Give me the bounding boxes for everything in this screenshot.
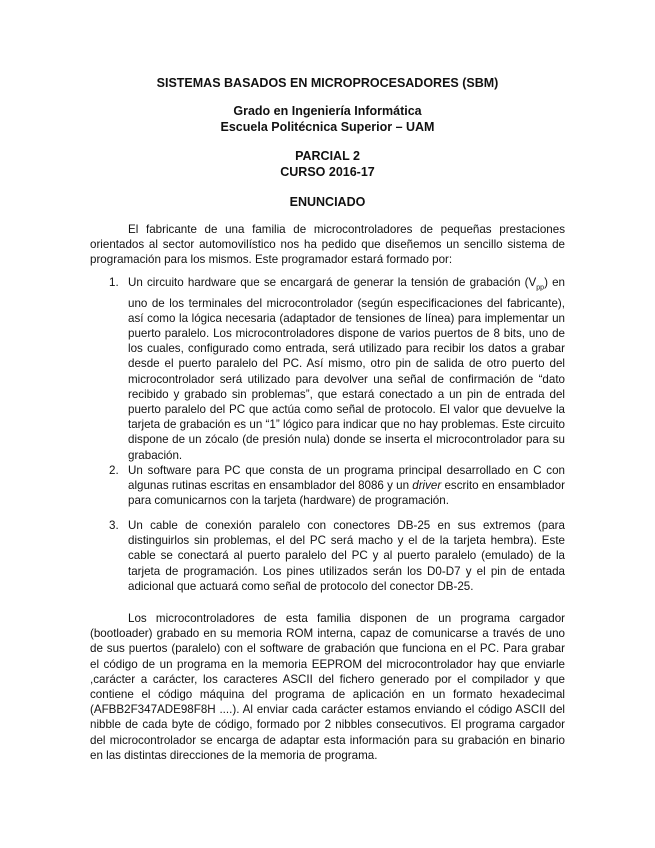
list-text: Un cable de conexión paralelo con conectores DB-25 en sus extremos (para distinguirlos sin problemas, el del PC será macho y el de la tarjeta hembra). Este cable se conectará al puerto paralelo del PC y al puerto paralelo (emulado) de la tarjeta de programación. Los pines utilizados serán los D0-D7 y el pin de entada adicional que actuará como señal de protocolo del conector DB-25. xyxy=(128,519,565,593)
document-title: SISTEMAS BASADOS EN MICROPROCESADORES (SBM) xyxy=(156,76,499,90)
list-item-2 xyxy=(109,463,565,509)
list-number: 2. xyxy=(109,464,119,477)
list-text: Un software para PC que consta de un programa principal desarrollado en C con algunas rutinas escritas en ensamblador del 8086 y un driver escrito en ensamblador para comunicarnos con la tarjeta (hardware) de programación. xyxy=(128,464,565,508)
intro-paragraph: El fabricante de una familia de microcontroladores de pequeñas prestaciones orientados al sector automovilístico nos ha pedido que diseñemos un sencillo sistema de programación para los mismos. Este programador estará formado por: xyxy=(90,223,565,267)
list-item-3 xyxy=(109,518,565,594)
course-year: CURSO 2016-17 xyxy=(280,165,375,179)
closing-paragraph: Los microcontroladores de esta familia disponen de un programa cargador (bootloader) grabado en su memoria ROM interna, capaz de comunicarse a través de uno de sus puertos (paralelo) con el software de grabación que funciona en el PC. Para grabar el código de un programa en la memoria EEPROM del microcontrolador hay que enviarle ,carácter a carácter, los caracteres ASCII del fichero generado por el compilador y que contiene el código máquina del programa de aplicación en un formato hexadecimal (AFBB2F347ADE98F8H ....). Al enviar cada carácter estamos enviando el código ASCII del nibble de cada byte de código, formado por 2 nibbles consecutivos. El programa cargador del microcontrolador se encarga de adaptar esta información para su grabación en binario en las distintas direcciones de la memoria de programa. xyxy=(90,612,565,762)
list-text: Un circuito hardware que se encargará de generar la tensión de grabación $(V_{pp})$ en uno de los terminales del microcontrolador (según especificaciones del fabricante), así como la lógica necesaria (adaptador de tensiones de línea) para implementar un puerto paralelo. Los microcontroladores dispone de varios puertos de 8 bits, uno de los cuales, configurado como entrada, será utilizado para recibir los datos a grabar desde el puerto paralelo del PC. Así mismo, otro pin de salida de otro puerto del microcontrolador será utilizado para devolver una señal de confirmación de “dato recibido y grabado sin problemas”, que estará conectado a un pin de entrada del puerto paralelo del PC que actúa como señal de protocolo. El valor que devuelve la tarjeta de grabación es un “1” lógico para indicar que no hay problemas. Este circuito dispone de un zócalo (de presión nula) donde se inserta el microcontrolador para su grabación. xyxy=(128,276,565,462)
list-number: 3. xyxy=(109,519,119,532)
school-name: Escuela Politécnica Superior – UAM xyxy=(220,120,435,134)
section-title: ENUNCIADO xyxy=(289,195,366,209)
list-item-1 xyxy=(109,275,565,463)
list-number: 1. xyxy=(109,276,119,289)
degree-name: Grado en Ingeniería Informática xyxy=(233,104,422,118)
exam-name: PARCIAL 2 xyxy=(295,149,360,163)
